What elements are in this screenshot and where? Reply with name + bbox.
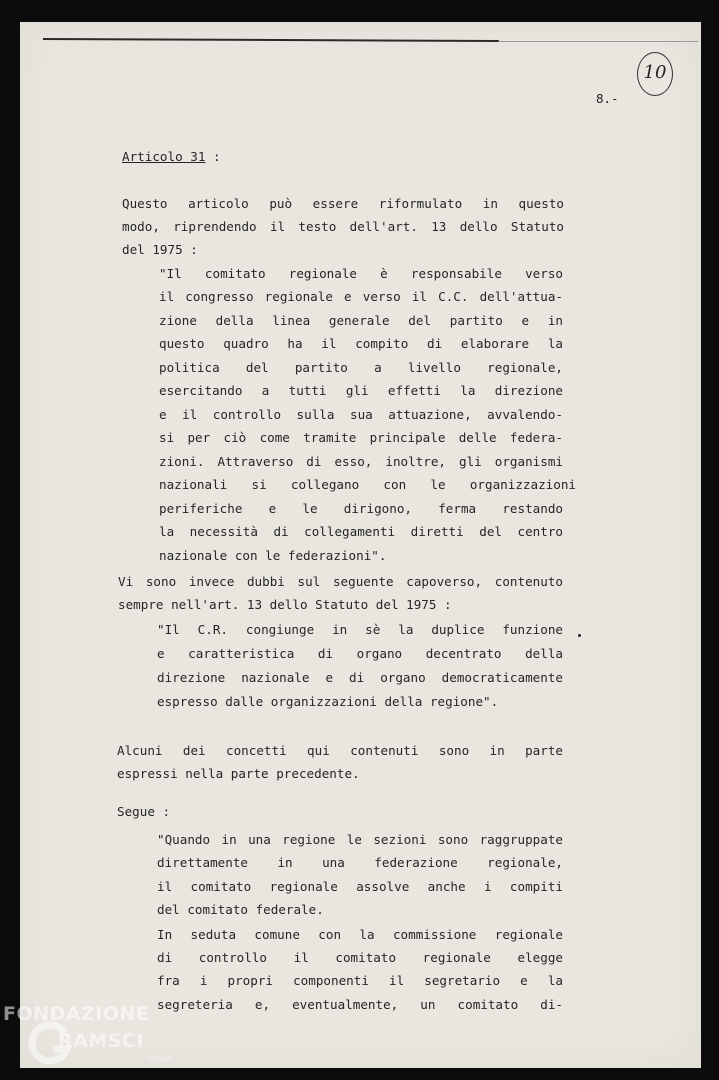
text-line: zione della linea generale del partito e in: [159, 313, 563, 328]
text-line: periferiche e le dirigono, ferma restando: [159, 501, 563, 516]
document-page: [20, 22, 701, 1068]
text-line: zioni. Attraverso di esso, inoltre, gli organismi: [159, 454, 563, 469]
text-line: Questo articolo può essere riformulato in questo: [122, 196, 564, 211]
text-line: espressi nella parte precedente.: [117, 766, 360, 781]
text-line: In seduta comune con la commissione regionale: [157, 927, 563, 942]
section-heading-colon: :: [205, 149, 221, 164]
page-number: 8.-: [596, 91, 619, 106]
section-heading: Articolo 31: [122, 149, 206, 164]
text-line: la necessità di collegamenti diretti del centro: [159, 524, 563, 539]
text-line: "Quando in una regione le sezioni sono raggruppate: [157, 832, 563, 847]
text-line: si per ciò come tramite principale delle federa-: [159, 430, 563, 445]
text-line: e il controllo sulla sua attuazione, avvalendo-: [159, 407, 563, 422]
text-line: modo, riprendendo il testo dell'art. 13 dello Statuto: [122, 219, 564, 234]
top-rule: [43, 38, 499, 42]
text-line: di controllo il comitato regionale elegge: [157, 950, 563, 965]
text-line: questo quadro ha il compito di elaborare la: [159, 336, 563, 351]
text-line: fra i propri componenti il segretario e la: [157, 973, 563, 988]
text-line: "Il comitato regionale è responsabile verso: [159, 266, 563, 281]
text-line: Segue :: [117, 804, 171, 819]
text-line: nazionali si collegano con le organizzazioni: [159, 477, 576, 492]
top-rule-faint: [498, 41, 698, 42]
text-line: del 1975 :: [122, 242, 198, 257]
text-line: segreteria e, eventualmente, un comitato di-: [157, 997, 563, 1012]
text-line: direttamente in una federazione regionale,: [157, 855, 563, 870]
watermark-text-onlus: onlus: [148, 1054, 173, 1064]
text-line: "Il C.R. congiunge in sè la duplice funzione: [157, 622, 563, 637]
text-line: esercitando a tutti gli effetti la direzione: [159, 383, 563, 398]
text-line: del comitato federale.: [157, 902, 324, 917]
text-line: Alcuni dei concetti qui contenuti sono in parte: [117, 743, 563, 758]
watermark-text-gramsci: RAMSCI: [58, 1030, 144, 1052]
section-heading-row: [122, 149, 221, 165]
fondazione-gramsci-watermark: [3, 1000, 183, 1080]
text-line: nazionale con le federazioni".: [159, 548, 387, 563]
text-line: e caratteristica di organo decentrato della: [157, 646, 563, 661]
text-line: espresso dalle organizzazioni della regione".: [157, 694, 499, 709]
text-line: sempre nell'art. 13 dello Statuto del 1975 :: [118, 597, 452, 612]
watermark-text-fondazione: FONDAZIONE: [3, 1003, 150, 1025]
text-line: politica del partito a livello regionale,: [159, 360, 563, 375]
text-line: direzione nazionale e di organo democraticamente: [157, 670, 563, 685]
margin-dot: [578, 634, 581, 637]
text-line: Vi sono invece dubbi sul seguente capoverso, contenuto: [118, 574, 563, 589]
text-line: il congresso regionale e verso il C.C. dell'attua-: [159, 289, 563, 304]
archive-number-circled: 10: [637, 52, 673, 96]
text-line: il comitato regionale assolve anche i compiti: [157, 879, 563, 894]
